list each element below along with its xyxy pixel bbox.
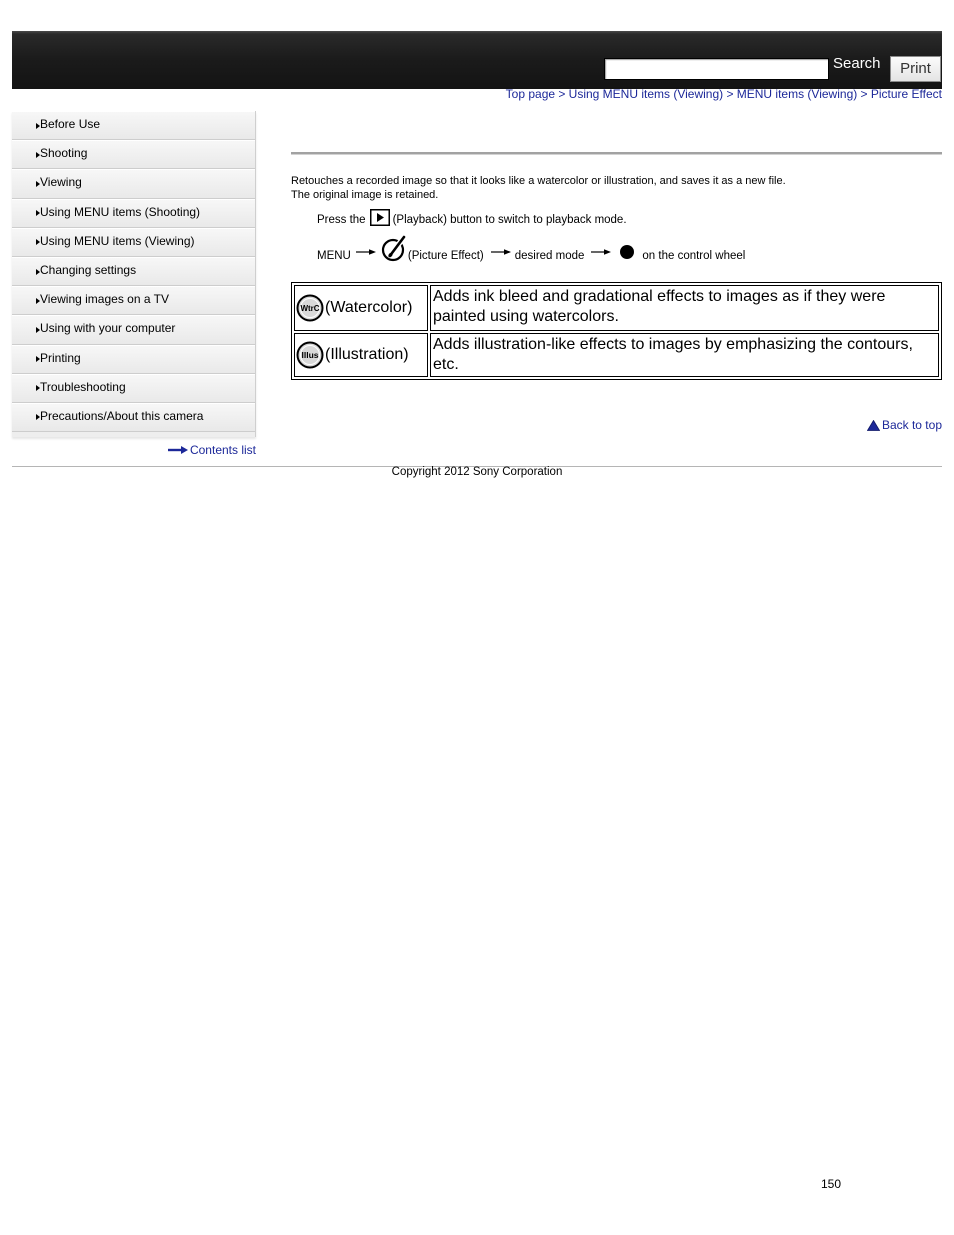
page-number: 150 xyxy=(821,1177,842,1191)
breadcrumb-top-page[interactable]: Top page xyxy=(505,87,556,101)
sidebar-item-computer[interactable] xyxy=(12,315,255,344)
sidebar-item-label: Printing xyxy=(40,350,81,365)
header-bar xyxy=(12,31,942,89)
sidebar-item-changing-settings[interactable] xyxy=(12,257,255,286)
sidebar-item-viewing-on-tv[interactable] xyxy=(12,286,255,315)
breadcrumb-using-menu-items-viewing[interactable]: Using MENU items (Viewing) xyxy=(568,87,724,101)
search-input[interactable] xyxy=(604,58,829,80)
sidebar-item-label: Before Use xyxy=(40,117,101,132)
illustration-icon xyxy=(296,341,324,369)
picture-effect-icon xyxy=(381,234,407,262)
mode-name-cell xyxy=(294,333,428,377)
arrow-right-icon xyxy=(591,248,611,256)
picture-effect-modes-table xyxy=(291,282,942,380)
sidebar-item-shooting[interactable] xyxy=(12,140,255,169)
sidebar-item-label: Shooting xyxy=(40,146,88,161)
contents-list-link[interactable] xyxy=(168,443,256,457)
breadcrumb-picture-effect[interactable]: Picture Effect xyxy=(870,87,942,101)
mode-description: Adds illustration-like effects to images by emphasizing the contours, etc. xyxy=(433,336,913,373)
search-button[interactable]: Search xyxy=(833,55,881,72)
sidebar-item-before-use[interactable] xyxy=(12,111,255,140)
back-to-top-label: Back to top xyxy=(881,418,942,432)
sidebar-item-label: Viewing xyxy=(40,175,82,190)
step1-text-before: Press the xyxy=(317,214,366,226)
sidebar-item-label: Troubleshooting xyxy=(40,379,126,394)
breadcrumb xyxy=(506,87,942,101)
mode-name: (Illustration) xyxy=(325,346,409,363)
sidebar-item-printing[interactable] xyxy=(12,345,255,374)
breadcrumb-separator: > xyxy=(726,87,734,101)
copyright-text: Copyright 2012 Sony Corporation xyxy=(391,466,563,478)
sidebar-item-label: Changing settings xyxy=(40,263,137,278)
illustration-icon-lettering: Illus xyxy=(301,350,319,360)
sidebar-item-viewing[interactable] xyxy=(12,169,255,198)
watercolor-icon-lettering: WtrC xyxy=(300,304,320,313)
mode-description: Adds ink bleed and gradational effects to images as if they were painted using watercolors. xyxy=(433,288,886,325)
print-button[interactable]: Print xyxy=(890,56,941,82)
mode-name-cell xyxy=(294,285,428,331)
sidebar-item-label: Viewing images on a TV xyxy=(40,292,169,307)
playback-icon xyxy=(370,209,390,226)
sidebar-item-precautions[interactable] xyxy=(12,403,255,432)
breadcrumb-separator: > xyxy=(860,87,868,101)
sidebar-item-label: Using with your computer xyxy=(40,321,176,336)
mode-name: (Watercolor) xyxy=(325,299,413,316)
step1-text-after: (Playback) button to switch to playback mode. xyxy=(392,214,627,226)
sidebar-nav xyxy=(12,111,256,437)
arrow-right-icon xyxy=(491,248,511,256)
intro-text xyxy=(291,174,942,202)
step2-control-wheel-text: on the control wheel xyxy=(642,250,746,262)
sidebar-item-label: Precautions/About this camera xyxy=(40,408,204,423)
watercolor-icon xyxy=(296,294,324,322)
sidebar-item-troubleshooting[interactable] xyxy=(12,374,255,403)
step2-picture-effect-label: (Picture Effect) xyxy=(407,250,484,262)
intro-line: Retouches a recorded image so that it looks like a watercolor or illustration, and saves it as a new file. xyxy=(291,175,786,187)
contents-list-label: Contents list xyxy=(189,443,256,457)
step2-menu: MENU xyxy=(317,250,351,262)
mode-description-cell xyxy=(430,285,939,331)
step-2 xyxy=(317,234,745,263)
arrow-right-icon xyxy=(168,446,188,454)
breadcrumb-menu-items-viewing[interactable]: MENU items (Viewing) xyxy=(736,87,858,101)
sidebar-item-label: Using MENU items (Viewing) xyxy=(40,233,195,248)
table-row xyxy=(294,333,939,377)
arrow-right-icon xyxy=(356,248,376,256)
step-1 xyxy=(317,208,627,227)
intro-line: The original image is retained. xyxy=(291,189,439,201)
breadcrumb-separator: > xyxy=(558,87,566,101)
title-divider xyxy=(291,152,942,155)
triangle-up-icon xyxy=(867,420,880,431)
sidebar-item-menu-shooting[interactable] xyxy=(12,199,255,228)
mode-description-cell xyxy=(430,333,939,377)
sidebar-item-menu-viewing[interactable] xyxy=(12,228,255,257)
table-row xyxy=(294,285,939,331)
step2-desired-mode: desired mode xyxy=(514,250,585,262)
sidebar-item-label: Using MENU items (Shooting) xyxy=(40,204,201,219)
control-wheel-center-icon xyxy=(620,245,634,259)
back-to-top-link[interactable] xyxy=(867,418,942,432)
